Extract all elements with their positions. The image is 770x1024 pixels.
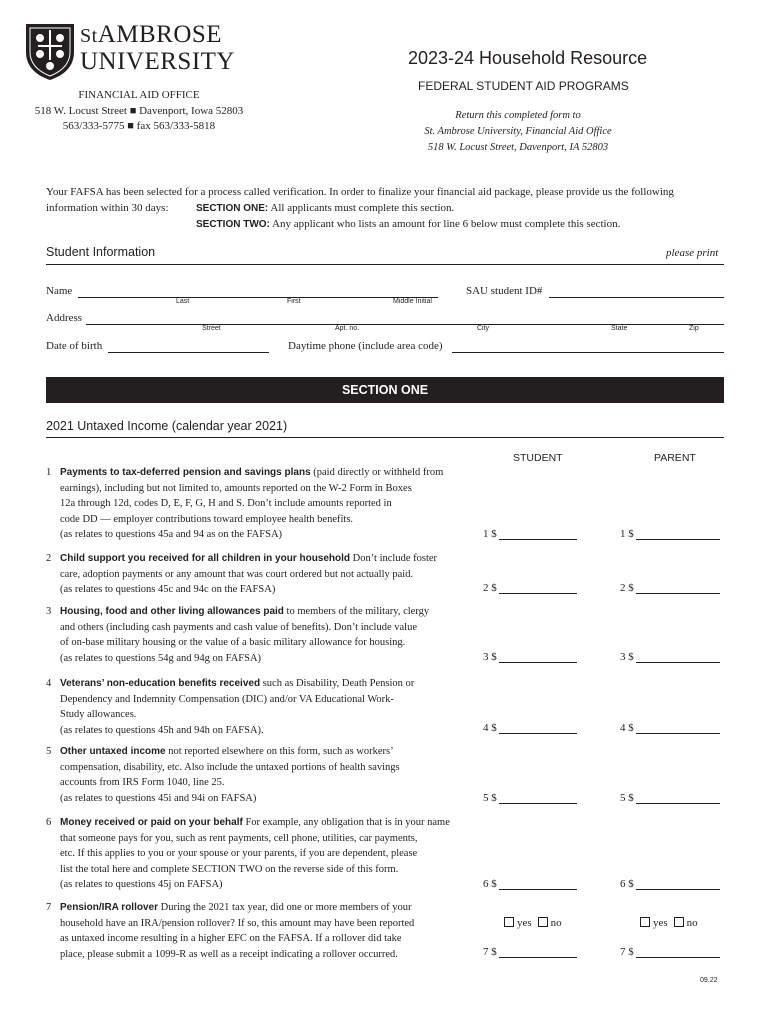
item-heading: Veterans’ non-education benefits received [60, 678, 261, 689]
office-address-block [24, 88, 254, 135]
caption-state: State [611, 325, 628, 332]
phone-label: Daytime phone (include area code) [288, 340, 443, 352]
amount-label: 4 $ [483, 722, 497, 734]
name-field[interactable] [78, 286, 438, 298]
student-amount-7 [483, 946, 577, 958]
item-text: list the total here and complete SECTION TWO on the reverse side of this form. [60, 863, 399, 875]
student-amount-field[interactable] [499, 722, 577, 734]
office-phone: 563/333-5775 ■ fax 563/333-5818 [62, 120, 216, 132]
item-text: place, please submit a 1099-R as well as a receipt indicating a rollover occurred. [60, 948, 398, 960]
parent-amount-field[interactable] [636, 946, 720, 958]
item-text: compensation, disability, etc. Also include the untaxed portions of health savings [60, 761, 400, 773]
amount-label: 5 $ [483, 792, 497, 804]
student-amount-field[interactable] [499, 792, 577, 804]
amount-label: 2 $ [483, 582, 497, 594]
amount-label: 3 $ [483, 651, 497, 663]
divider [46, 264, 724, 265]
item-text: of on-base military housing or the value of a basic military allowance for housing. [60, 637, 406, 648]
untaxed-income-heading: 2021 Untaxed Income (calendar year 2021) [46, 419, 288, 433]
student-amount-4 [483, 722, 577, 734]
item-text: Dependency and Indemnity Compensation (DIC) and/or VA Educational Work- [60, 693, 394, 705]
amount-label: 2 $ [620, 582, 634, 594]
item-text: (as relates to questions 45h and 94h on FAFSA). [60, 724, 264, 736]
yes-label: yes [517, 917, 532, 929]
item-text: Study allowances. [60, 709, 137, 720]
amount-label: 6 $ [620, 878, 634, 890]
item-text: and others (including cash payments and cash value of benefits). Don’t include value [60, 621, 417, 633]
student-amount-field[interactable] [499, 651, 577, 663]
amount-label: 4 $ [620, 722, 634, 734]
student-amount-field[interactable] [499, 528, 577, 540]
item-heading: Pension/IRA rollover [60, 902, 158, 913]
parent-amount-3 [620, 651, 720, 663]
item-text: (as relates to questions 45a and 94 as on the FAFSA) [60, 529, 283, 540]
caption-zip: Zip [689, 325, 699, 332]
parent-amount-4 [620, 722, 720, 734]
sau-id-label: SAU student ID# [466, 285, 543, 297]
document-title: 2023-24 Household Resource [408, 48, 648, 68]
yes-label: yes [653, 917, 668, 929]
university-wordmark: StAMBROSE UNIVERSITY [80, 21, 235, 75]
item-number: 5 [46, 746, 52, 757]
item-text: (as relates to questions 45c and 94c on the FAFSA) [60, 584, 276, 595]
item-text: etc. If this applies to you or your spouse or your parents, if you are dependent, please [60, 848, 418, 859]
amount-label: 5 $ [620, 792, 634, 804]
column-parent: PARENT [654, 452, 696, 464]
item-heading: Money received or paid on your behalf [60, 817, 243, 828]
caption-last: Last [176, 298, 190, 305]
caption-city: City [477, 325, 490, 332]
caption-first: First [287, 298, 301, 305]
item-text: such as Disability, Death Pension or [260, 678, 415, 689]
sau-id-field[interactable] [549, 286, 724, 298]
item-text: to members of the military, clergy [283, 606, 430, 617]
parent-amount-2 [620, 582, 720, 594]
parent-amount-6 [620, 878, 720, 890]
item-text: as untaxed income resulting in a higher EFC on the FAFSA. If a rollover did take [60, 933, 402, 944]
item-text: (paid directly or withheld from [310, 467, 444, 478]
section-one-bar: SECTION ONE [46, 377, 724, 403]
amount-label: 7 $ [483, 946, 497, 958]
student-rollover-yes-no [504, 917, 568, 929]
item-text: (as relates to questions 45j on FAFSA) [60, 879, 223, 890]
student-amount-field[interactable] [499, 878, 577, 890]
return-instructions: Return this completed form to St. Ambrose University, Financial Aid Office 518 W. Locust Street, Davenport, IA 52803 [424, 110, 612, 153]
document-subtitle: FEDERAL STUDENT AID PROGRAMS [418, 79, 629, 93]
item-text: During the 2021 tax year, did one or more members of your [157, 902, 412, 913]
student-amount-6 [483, 878, 577, 890]
student-amount-field[interactable] [499, 582, 577, 594]
amount-label: 7 $ [620, 946, 634, 958]
student-yes-checkbox[interactable] [504, 917, 514, 927]
dob-field[interactable] [108, 341, 269, 353]
item-text: Don’t include foster [350, 553, 438, 564]
item-text: (as relates to questions 54g and 94g on FAFSA) [60, 652, 262, 664]
student-amount-5 [483, 792, 577, 804]
parent-amount-field[interactable] [636, 528, 720, 540]
item-text: 12a through 12d, codes D, E, F, G, H and S. Don’t include amounts reported in [60, 498, 392, 509]
item-heading: Other untaxed income [60, 746, 166, 757]
phone-field[interactable] [452, 341, 724, 353]
print-note: please print [666, 247, 719, 259]
item-heading: Payments to tax-deferred pension and savings plans [60, 467, 311, 478]
intro-text: Your FAFSA has been selected for a process called verification. In order to finalize your financial aid package, please provide us the following information within 30 days: SECTION ONE: All applicants must complete this section. SECTION TWO: Any applicant who lists an amount for line 6 below must complete this section. [46, 186, 674, 230]
parent-amount-1 [620, 528, 720, 540]
column-student: STUDENT [513, 452, 563, 464]
student-amount-1 [483, 528, 577, 540]
item-text: For example, any obligation that is in your name [242, 817, 450, 828]
student-info-heading: Student Information [46, 245, 156, 259]
caption-middle-initial: Middle Initial [393, 298, 432, 305]
office-address: 518 W. Locust Street ■ Davenport, Iowa 52803 [34, 104, 244, 117]
parent-amount-field[interactable] [636, 878, 720, 890]
parent-amount-field[interactable] [636, 792, 720, 804]
parent-no-checkbox[interactable] [674, 917, 684, 927]
caption-apt: Apt. no. [335, 325, 360, 332]
item-text: earnings), including but not limited to, amounts reported on the W-2 Form in Boxes [60, 482, 412, 494]
item-number: 4 [46, 678, 52, 689]
amount-label: 6 $ [483, 878, 497, 890]
student-amount-3 [483, 651, 577, 663]
item-text: accounts from IRS Form 1040, line 25. [60, 777, 225, 788]
form-version-code: 09.22 [700, 977, 718, 984]
item-heading: Housing, food and other living allowances paid [60, 606, 284, 617]
address-label: Address [46, 312, 83, 324]
amount-label: 3 $ [620, 651, 634, 663]
student-no-checkbox[interactable] [538, 917, 548, 927]
item-text: household have an IRA/pension rollover? If so, this amount may have been reported [60, 917, 415, 929]
item-text: not reported elsewhere on this form, such as workers’ [165, 746, 394, 757]
no-label: no [686, 917, 698, 929]
parent-rollover-yes-no [640, 917, 704, 929]
parent-amount-5 [620, 792, 720, 804]
parent-amount-field[interactable] [636, 722, 720, 734]
name-label: Name [46, 285, 73, 297]
item-heading: Child support you received for all children in your household [60, 553, 351, 564]
divider [46, 437, 724, 438]
amount-label: 1 $ [620, 528, 634, 540]
university-shield-logo [24, 22, 76, 82]
item-number: 3 [46, 606, 52, 617]
dob-label: Date of birth [46, 340, 103, 352]
item-text: that someone pays for you, such as rent payments, cell phone, utilities, car payments, [60, 832, 418, 844]
item-number: 7 [46, 902, 52, 913]
parent-amount-7 [620, 946, 720, 958]
parent-amount-field[interactable] [636, 582, 720, 594]
address-field[interactable] [86, 313, 724, 325]
no-label: no [550, 917, 562, 929]
item-text: code DD — employer contributions toward employee health benefits. [60, 513, 354, 525]
student-amount-2 [483, 582, 577, 594]
caption-street: Street [202, 325, 221, 332]
student-amount-field[interactable] [499, 946, 577, 958]
item-number: 2 [46, 553, 52, 564]
item-text: care, adoption payments or any amount that was court ordered but not actually paid. [60, 568, 414, 580]
item-number: 1 [46, 467, 52, 478]
amount-label: 1 $ [483, 528, 497, 540]
parent-amount-field[interactable] [636, 651, 720, 663]
parent-yes-checkbox[interactable] [640, 917, 650, 927]
item-text: (as relates to questions 45i and 94i on FAFSA) [60, 792, 257, 804]
item-number: 6 [46, 817, 52, 828]
office-name: FINANCIAL AID OFFICE [78, 89, 200, 101]
